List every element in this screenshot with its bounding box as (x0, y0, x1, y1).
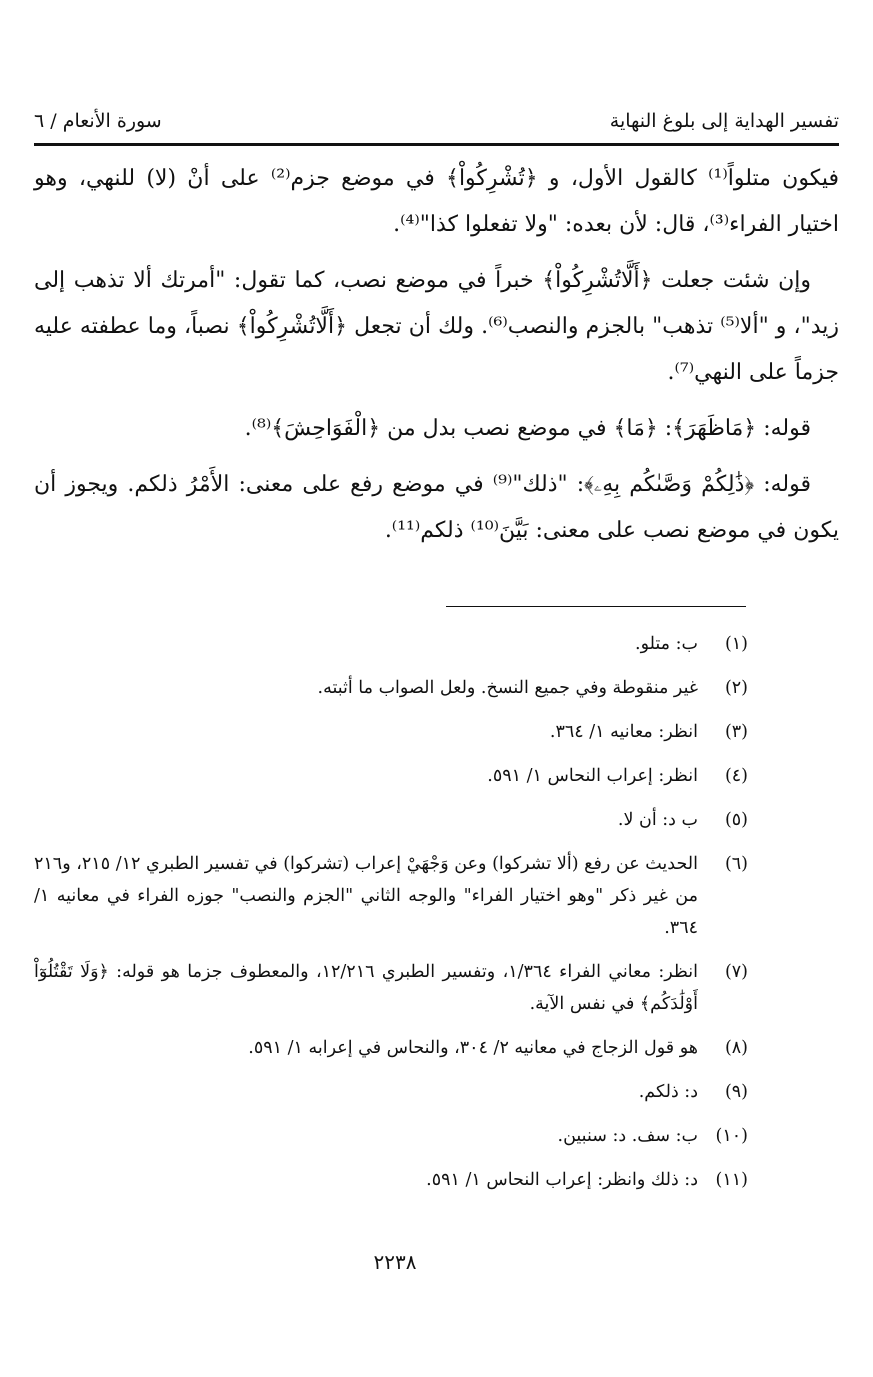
footnote-number: (٩) (724, 1082, 748, 1102)
footnote-number: (٧) (724, 962, 748, 982)
footnote (34, 760, 748, 792)
footnote (34, 848, 748, 944)
footnotes (34, 628, 748, 1208)
footnote (34, 628, 748, 660)
footnote-number: (١٠) (715, 1126, 748, 1146)
footnote-number: (٣) (724, 722, 748, 742)
paragraph: فيكون متلواً⁽¹⁾ كالقول الأول، و ﴿تُشْرِكُواْ﴾ في موضع جزم⁽²⁾ على أنْ (لا) للنهي، وهو اختيار الفراء⁽³⁾، قال: لأن بعده: "ولا تفعلوا كذا"⁽⁴⁾. (34, 166, 840, 237)
footnote (34, 672, 748, 704)
paragraph: وإن شئت جعلت ﴿أَلَّاتُشْرِكُواْ﴾ خبراً في موضع نصب، كما تقول: "أمرتك ألا تذهب إلى زيد"، و "ألا⁽⁵⁾ تذهب" بالجزم والنصب⁽⁶⁾. ولك أن تجعل ﴿أَلَّاتُشْرِكُواْ﴾ نصباً، وما عطفته عليه جزماً على النهي⁽⁷⁾. (34, 268, 840, 385)
main-text (34, 156, 839, 564)
footnote-text: ب: متلو. (635, 634, 698, 654)
footnote (34, 1032, 748, 1064)
running-header (34, 98, 839, 132)
paragraph: قوله: ﴿ذَٰلِكُمْ وَصَّىٰكُم بِهِۦ﴾: "ذلك"⁽⁹⁾ في موضع رفع على معنى: الأَمْرُ ذلكم. ويجوز أن يكون في موضع نصب على معنى: بَيَّنَ⁽¹⁰⁾ ذلكم⁽¹¹⁾. (34, 472, 839, 543)
footnote (34, 716, 748, 748)
footnote-text: ب: سف. د: سنبين. (557, 1126, 698, 1146)
footnote (34, 804, 748, 836)
book-title: تفسير الهداية إلى بلوغ النهاية (609, 110, 839, 132)
footnote (34, 1120, 748, 1152)
footnote-text: انظر: معاني الفراء ١/٣٦٤، وتفسير الطبري ١٢/٢١٦، والمعطوف جزما هو قوله: ﴿وَلَا تَقْتُلُوٓاْ أَوْلَٰدَكُم﴾ في نفس الآية. (34, 962, 698, 1014)
footnote-number: (١١) (715, 1170, 748, 1190)
footnote-text: ب د: أن لا. (617, 810, 698, 830)
footnote-rule (446, 606, 746, 607)
footnote-text: انظر: معانيه ١/ ٣٦٤. (549, 722, 698, 742)
footnote (34, 956, 748, 1020)
footnote-number: (٤) (724, 766, 748, 786)
footnote-text: د: ذلكم. (638, 1082, 698, 1102)
footnote-text: هو قول الزجاج في معانيه ٢/ ٣٠٤، والنحاس في إعرابه ١/ ٥٩١. (248, 1038, 698, 1058)
footnote (34, 1076, 748, 1108)
footnote-number: (٨) (724, 1038, 748, 1058)
footnote (34, 1164, 748, 1196)
footnote-number: (٥) (724, 810, 748, 830)
footnote-text: غير منقوطة وفي جميع النسخ. ولعل الصواب ما أثبته. (317, 678, 698, 698)
footnote-text: الحديث عن رفع (ألا تشركوا) وعن وَجْهَيْ إعراب (تشركوا) في تفسير الطبري ١٢/ ٢١٥، و٢١٦ من غير ذكر "وهو اختيار الفراء" والوجه الثاني "الجزم والنصب" جوزه الفراء في معانيه ١/ ٣٦٤. (34, 854, 698, 938)
page-number: ٢٢٣٨ (373, 1250, 417, 1274)
paragraph: قوله: ﴿مَاظَهَرَ﴾: ﴿مَا﴾ في موضع نصب بدل من ﴿الْفَوَاحِشَ﴾⁽⁸⁾. (244, 416, 811, 441)
footnote-number: (١) (724, 634, 748, 654)
surah-label: سورة الأنعام / ٦ (34, 110, 162, 132)
footnote-number: (٦) (724, 854, 748, 874)
footnote-number: (٢) (724, 678, 748, 698)
header-rule (34, 143, 839, 146)
footnote-text: انظر: إعراب النحاس ١/ ٥٩١. (487, 766, 698, 786)
footnote-text: د: ذلك وانظر: إعراب النحاس ١/ ٥٩١. (426, 1170, 698, 1190)
